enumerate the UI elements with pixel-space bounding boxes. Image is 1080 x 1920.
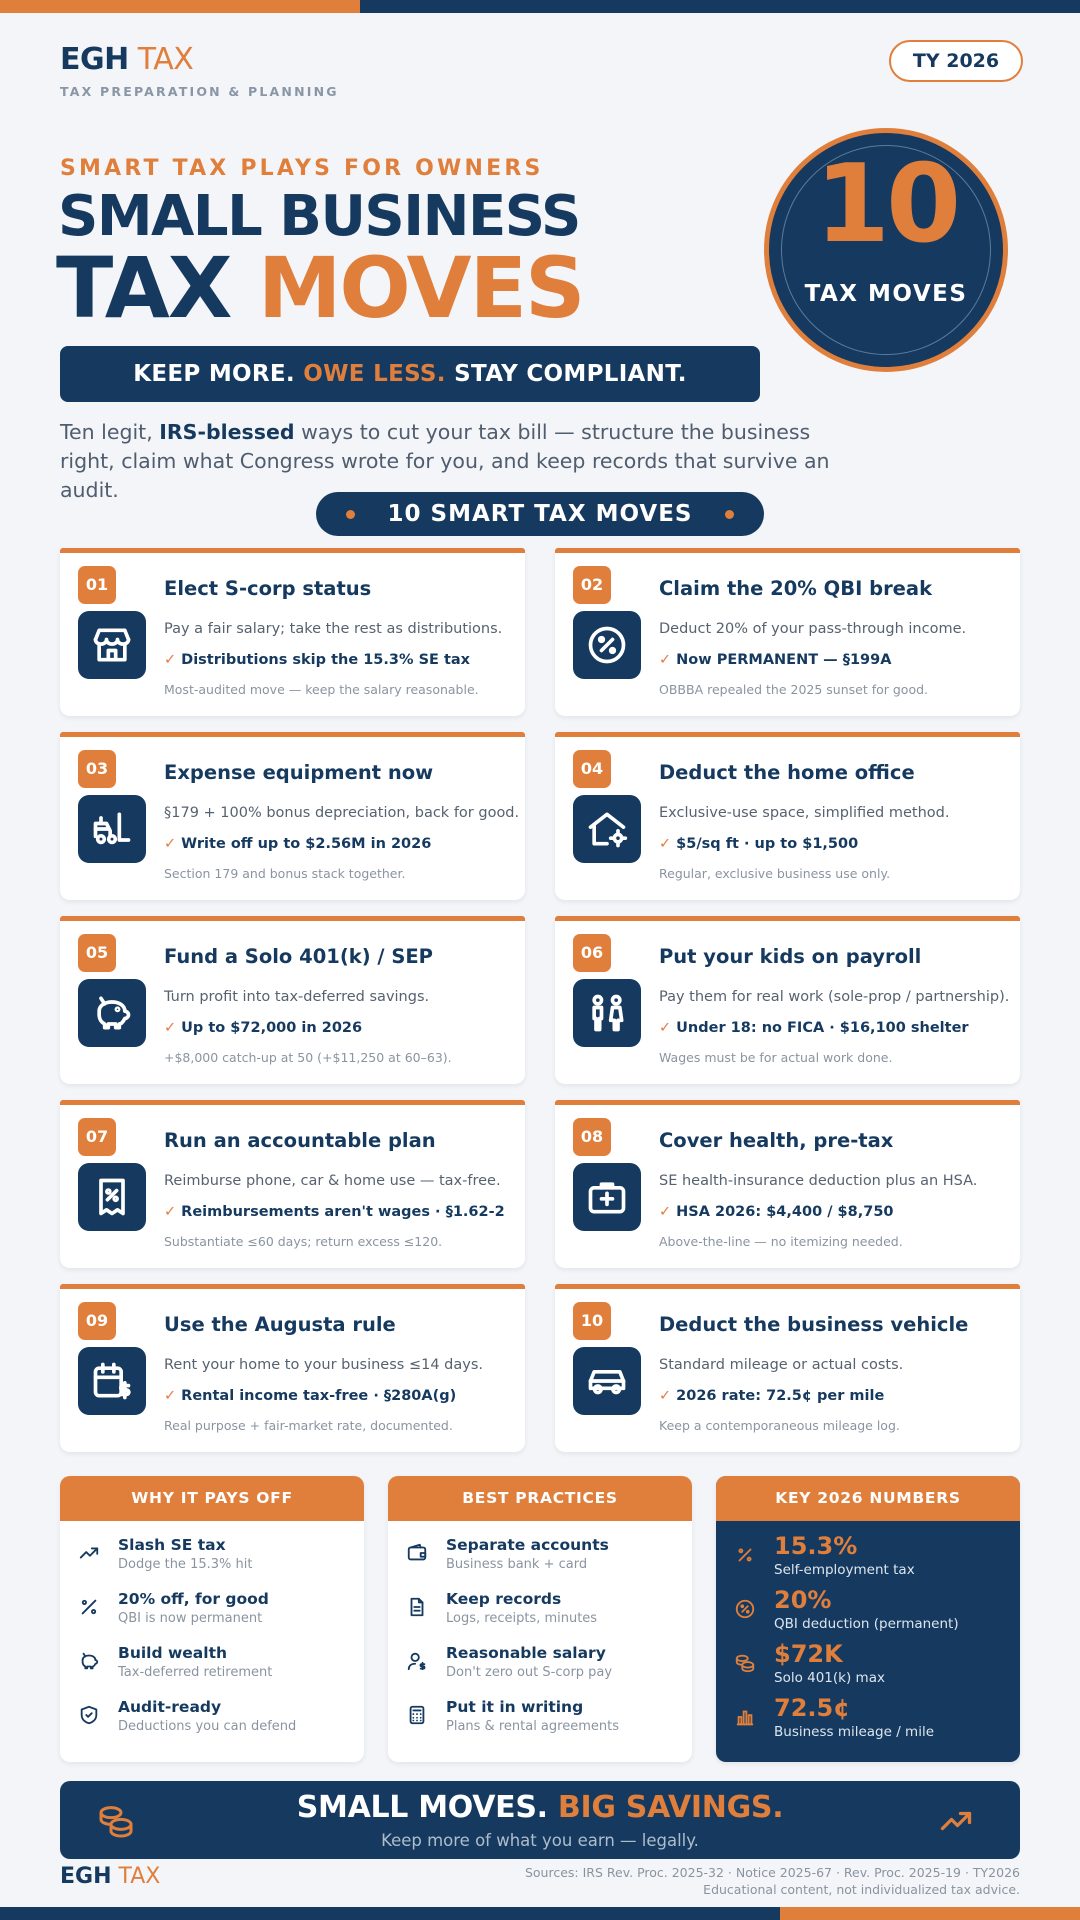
user-dollar-icon: [406, 1650, 428, 1672]
move-description: §179 + 100% bonus depreciation, back for good.: [164, 805, 520, 821]
why-item: 20% off, for good QBI is now permanent: [78, 1590, 358, 1636]
check-icon: ✓: [164, 1204, 177, 1220]
check-icon: ✓: [659, 1020, 672, 1036]
brand: [60, 42, 339, 99]
move-highlight: ✓ Distributions skip the 15.3% SE tax: [164, 652, 471, 668]
move-description: Exclusive-use space, simplified method.: [659, 805, 950, 821]
check-icon: ✓: [659, 836, 672, 852]
panel-header: KEY 2026 NUMBERS: [716, 1476, 1020, 1521]
move-description: Pay a fair salary; take the rest as distributions.: [164, 621, 503, 637]
family-icon: [573, 979, 641, 1047]
tax-move-card: [555, 1284, 1020, 1452]
move-note: Above-the-line — no itemizing needed.: [659, 1234, 903, 1249]
panel-header: WHY IT PAYS OFF: [60, 1476, 364, 1521]
tagline-banner: KEEP MORE. OWE LESS. STAY COMPLIANT.: [60, 346, 760, 402]
bottom-accent-bar: [0, 1907, 1080, 1920]
ten-moves-badge: [764, 128, 1008, 372]
check-icon: ✓: [659, 652, 672, 668]
closing-subline: Keep more of what you earn — legally.: [381, 1831, 699, 1850]
check-icon: ✓: [659, 1204, 672, 1220]
move-title: Fund a Solo 401(k) / SEP: [164, 945, 433, 968]
move-note: OBBBA repealed the 2025 sunset for good.: [659, 682, 929, 697]
pill-dot: [725, 510, 734, 519]
key-number: 15.3% Self-employment tax: [734, 1538, 1014, 1584]
move-description: Deduct 20% of your pass-through income.: [659, 621, 967, 637]
move-number: 04: [573, 750, 611, 788]
storefront-icon: [78, 611, 146, 679]
check-icon: ✓: [164, 652, 177, 668]
section-title-pill: 10 SMART TAX MOVES: [316, 492, 764, 536]
tax-move-card: [555, 548, 1020, 716]
move-title: Elect S-corp status: [164, 577, 372, 600]
closing-banner: [60, 1781, 1020, 1859]
move-title: Run an accountable plan: [164, 1129, 436, 1152]
move-description: Pay them for real work (sole-prop / partnership).: [659, 989, 1010, 1005]
why-item: Slash SE tax Dodge the 15.3% hit: [78, 1536, 358, 1582]
move-note: Section 179 and bonus stack together.: [164, 866, 406, 881]
move-highlight: ✓ HSA 2026: $4,400 / $8,750: [659, 1204, 894, 1220]
best-item: Separate accounts Business bank + card: [406, 1536, 686, 1582]
closing-headline: SMALL MOVES. BIG SAVINGS.: [296, 1790, 784, 1825]
calculator-icon: [406, 1704, 428, 1726]
move-highlight: ✓ Write off up to $2.56M in 2026: [164, 836, 432, 852]
move-highlight: ✓ $5/sq ft · up to $1,500: [659, 836, 859, 852]
trend-up-icon: [936, 1803, 976, 1839]
hero-title-line1: SMALL BUSINESS: [58, 184, 580, 249]
tax-move-card: [60, 1100, 525, 1268]
move-title: Use the Augusta rule: [164, 1313, 396, 1336]
move-note: Substantiate ≤60 days; return excess ≤120.: [164, 1234, 443, 1249]
move-highlight: ✓ Under 18: no FICA · $16,100 shelter: [659, 1020, 969, 1036]
tax-move-card: [60, 1284, 525, 1452]
key-number: 72.5¢ Business mileage / mile: [734, 1700, 1014, 1746]
check-icon: ✓: [659, 1388, 672, 1404]
why-item: Audit-ready Deductions you can defend: [78, 1698, 358, 1744]
move-note: Wages must be for actual work done.: [659, 1050, 893, 1065]
piggy-bank-icon: [78, 1650, 100, 1672]
move-title: Put your kids on payroll: [659, 945, 922, 968]
move-description: Rent your home to your business ≤14 days.: [164, 1357, 483, 1373]
move-number: 09: [78, 1302, 116, 1340]
tax-move-card: [555, 1100, 1020, 1268]
intro-text: Ten legit, IRS-blessed ways to cut your tax bill — structure the business right, claim what Congress wrote for you, and keep records that survive an audit.: [60, 420, 830, 502]
best-item: Reasonable salary Don't zero out S-corp pay: [406, 1644, 686, 1690]
shield-check-icon: [78, 1704, 100, 1726]
document-icon: [406, 1596, 428, 1618]
trend-up-icon: [78, 1542, 100, 1564]
tax-move-card: [60, 548, 525, 716]
move-note: Real purpose + fair-market rate, documented.: [164, 1418, 453, 1433]
why-item: Build wealth Tax-deferred retirement: [78, 1644, 358, 1690]
move-note: Most-audited move — keep the salary reasonable.: [164, 682, 479, 697]
move-highlight: ✓ Now PERMANENT — §199A: [659, 652, 892, 668]
move-number: 10: [573, 1302, 611, 1340]
move-number: 07: [78, 1118, 116, 1156]
tax-move-card: [555, 916, 1020, 1084]
top-accent-bar: [0, 0, 1080, 13]
home-gear-icon: [573, 795, 641, 863]
move-number: 01: [78, 566, 116, 604]
panel-header: BEST PRACTICES: [388, 1476, 692, 1521]
percent-icon: [734, 1544, 756, 1566]
brand-tagline: TAX PREPARATION & PLANNING: [60, 84, 339, 99]
move-note: Regular, exclusive business use only.: [659, 866, 891, 881]
move-highlight: ✓ Up to $72,000 in 2026: [164, 1020, 363, 1036]
brand-logo: EGH TAX: [60, 42, 194, 77]
move-highlight: ✓ 2026 rate: 72.5¢ per mile: [659, 1388, 885, 1404]
sources-note: Sources: IRS Rev. Proc. 2025-32 · Notice 2025-67 · Rev. Proc. 2025-19 · TY2026 Educational content, not individualized tax advice.: [524, 1865, 1020, 1897]
move-title: Expense equipment now: [164, 761, 434, 784]
tax-move-card: [60, 732, 525, 900]
move-number: 06: [573, 934, 611, 972]
key-numbers-panel: [716, 1476, 1020, 1762]
move-title: Cover health, pre-tax: [659, 1129, 894, 1152]
tax-move-card: [555, 732, 1020, 900]
move-title: Deduct the business vehicle: [659, 1313, 969, 1336]
wallet-icon: [406, 1542, 428, 1564]
piggy-bank-icon: [78, 979, 146, 1047]
move-note: +$8,000 catch-up at 50 (+$11,250 at 60–63).: [164, 1050, 452, 1065]
move-description: Turn profit into tax-deferred savings.: [164, 989, 430, 1005]
move-highlight: ✓ Reimbursements aren't wages · §1.62-2: [164, 1204, 505, 1220]
hero-title-line2: TAX MOVES: [56, 239, 584, 337]
move-description: SE health-insurance deduction plus an HSA.: [659, 1173, 978, 1189]
move-description: Standard mileage or actual costs.: [659, 1357, 904, 1373]
check-icon: ✓: [164, 1020, 177, 1036]
coins-icon: [734, 1652, 756, 1674]
percent-badge-icon: [734, 1598, 756, 1620]
badge-label: TAX MOVES: [804, 281, 968, 307]
hero-kicker: SMART TAX PLAYS FOR OWNERS: [60, 156, 544, 181]
move-number: 05: [78, 934, 116, 972]
move-title: Claim the 20% QBI break: [659, 577, 933, 600]
tax-move-card: [60, 916, 525, 1084]
calendar-dollar-icon: [78, 1347, 146, 1415]
footer-logo: EGH TAX: [60, 1864, 161, 1889]
check-icon: ✓: [164, 1388, 177, 1404]
check-icon: ✓: [164, 836, 177, 852]
forklift-icon: [78, 795, 146, 863]
move-number: 03: [78, 750, 116, 788]
receipt-percent-icon: [78, 1163, 146, 1231]
move-title: Deduct the home office: [659, 761, 915, 784]
move-number: 08: [573, 1118, 611, 1156]
key-number: 20% QBI deduction (permanent): [734, 1592, 1014, 1638]
move-number: 02: [573, 566, 611, 604]
best-item: Put it in writing Plans & rental agreements: [406, 1698, 686, 1744]
best-practices-panel: [388, 1476, 692, 1762]
pill-dot: [346, 510, 355, 519]
car-icon: [573, 1347, 641, 1415]
percent-badge-icon: [573, 611, 641, 679]
bar-chart-icon: [734, 1706, 756, 1728]
tax-year-badge: TY 2026: [889, 40, 1023, 82]
best-item: Keep records Logs, receipts, minutes: [406, 1590, 686, 1636]
why-it-pays-off-panel: [60, 1476, 364, 1762]
move-note: Keep a contemporaneous mileage log.: [659, 1418, 900, 1433]
badge-number: 10: [814, 142, 958, 267]
percent-icon: [78, 1596, 100, 1618]
medical-kit-icon: [573, 1163, 641, 1231]
move-description: Reimburse phone, car & home use — tax-free.: [164, 1173, 501, 1189]
move-highlight: ✓ Rental income tax-free · §280A(g): [164, 1388, 457, 1404]
key-number: $72K Solo 401(k) max: [734, 1646, 1014, 1692]
